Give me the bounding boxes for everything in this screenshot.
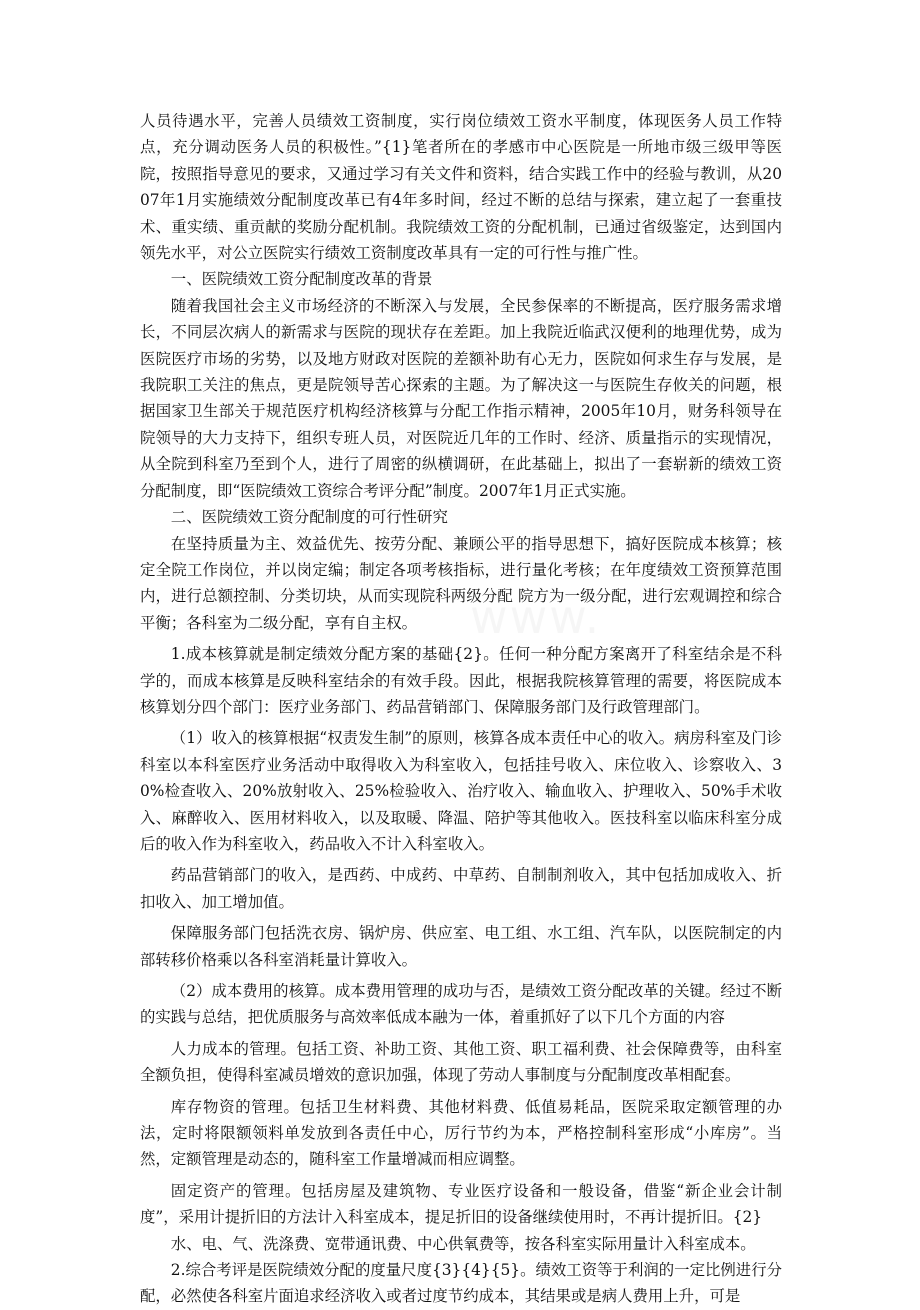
paragraph-support-services: 保障服务部门包括洗衣房、锅炉房、供应室、电工组、水工组、汽车队，以医院制定的内部转移价格乘以各科室消耗量计算收入。 <box>140 924 782 969</box>
paragraph-intro: 人员待遇水平，完善人员绩效工资制度，实行岗位绩效工资水平制度，体现医务人员工作特点，充分调动医务人员的积极性。”{1}笔者所在的孝感市中心医院是一所地市级三级甲等医院，按照指导意见的要求，又通过学习有关文件和资料，结合实践工作中的经验与教训，从2007年1月实施绩效分配制度改革已有4年多时间，经过不断的总结与探索，建立起了一套重技术、重实绩、重贡献的奖励分配机制。我院绩效工资的分配机制，已通过省级鉴定，达到国内领先水平，对公立医院实行绩效工资制度改革具有一定的可行性与推广性。 <box>140 112 782 263</box>
paragraph-utilities: 水、电、气、洗涤费、宽带通讯费、中心供氧费等，按各科室实际用量计入科室成本。 <box>170 1234 756 1253</box>
paragraph-income-accounting: （1）收入的核算根据“权责发生制”的原则，核算各成本责任中心的收入。病房科室及门诊科室以本科室医疗业务活动中取得收入为科室收入，包括挂号收入、床位收入、诊察收入、30%检查收入、20%放射收入、25%检验收入、治疗收入、输血收入、护理收入、50%手术收入、麻醉收入、医用材料收入，以及取暖、降温、陪护等其他收入。医技科室以临床科室分成后的收入作为科室收入，药品收入不计入科室收入。 <box>140 729 782 853</box>
paragraph-fixed-assets: 固定资产的管理。包括房屋及建筑物、专业医疗设备和一般设备，借鉴“新企业会计制度”，采用计提折旧的方法计入科室成本，提足折旧的设备继续使用时，不再计提折旧。{2} <box>140 1181 782 1227</box>
paragraph-comprehensive-evaluation: 2.综合考评是医院绩效分配的度量尺度{3}{4}{5}。绩效工资等于利润的一定比例进行分配，必然使各科室片面追求经济收入或者过度节约成本，其结果或是病人费用上升，可是 <box>140 1261 782 1306</box>
section-heading-feasibility: 二、医院绩效工资分配制度的可行性研究 <box>170 508 448 527</box>
paragraph-cost-accounting: 1.成本核算就是制定绩效分配方案的基础{2}。任何一种分配方案离开了科室结余是不科学的，而成本核算是反映科室结余的有效手段。因此，根据我院核算管理的需要，将医院成本核算划分四个部门：医疗业务部门、药品营销部门、保障服务部门及行政管理部门。 <box>140 645 782 716</box>
paragraph-labor-cost: 人力成本的管理。包括工资、补助工资、其他工资、职工福利费、社会保障费等，由科室全额负担，使得科室减员增效的意识加强，体现了劳动人事制度与分配制度改革相配套。 <box>140 1039 782 1085</box>
paragraph-cost-expense: （2）成本费用的核算。成本费用管理的成功与否，是绩效工资分配改革的关键。经过不断的实践与总结，把优质服务与高效率低成本融为一体，着重抓好了以下几个方面的内容 <box>140 982 782 1027</box>
paragraph-inventory: 库存物资的管理。包括卫生材料费、其他材料费、低值易耗品，医院采取定额管理的办法，定时将限额领料单发放到各责任中心，厉行节约为本，严格控制科室形成“小库房”。当然，定额管理是动态的，随科室工作量增减而相应调整。 <box>140 1097 782 1169</box>
document-body <box>140 108 782 1310</box>
section-heading-background: 一、医院绩效工资分配制度改革的背景 <box>170 270 433 289</box>
paragraph-pharmacy-income: 药品营销部门的收入，是西药、中成药、中草药、自制制剂收入，其中包括加成收入、折扣收入、加工增加值。 <box>140 866 782 911</box>
paragraph-guiding-principle: 在坚持质量为主、效益优先、按劳分配、兼顾公平的指导思想下，搞好医院成本核算；核定全院工作岗位，并以岗定编；制定各项考核指标，进行量化考核；在年度绩效工资预算范围内，进行总额控制、分类切块，从而实现院科两级分配 院方为一级分配，进行宏观调控和综合平衡；各科室为二级分配，享有自主权。 <box>140 534 782 632</box>
paragraph-background: 随着我国社会主义市场经济的不断深入与发展，全民参保率的不断提高，医疗服务需求增长，不同层次病人的新需求与医院的现状存在差距。加上我院近临武汉便利的地理优势，成为医院医疗市场的劣势，以及地方财政对医院的差额补助有心无力，医院如何求生存与发展，是我院职工关注的焦点，更是院领导苦心探索的主题。为了解决这一与医院生存攸关的问题，根据国家卫生部关于规范医疗机构经济核算与分配工作指示精神，2005年10月，财务科领导在院领导的大力支持下，组织专班人员，对医院近几年的工作时、经济、质量指示的实现情况，从全院到科室乃至到个人，进行了周密的纵横调研，在此基础上，拟出了一套崭新的绩效工资分配制度，即“医院绩效工资综合考评分配”制度。2007年1月正式实施。 <box>140 296 782 500</box>
